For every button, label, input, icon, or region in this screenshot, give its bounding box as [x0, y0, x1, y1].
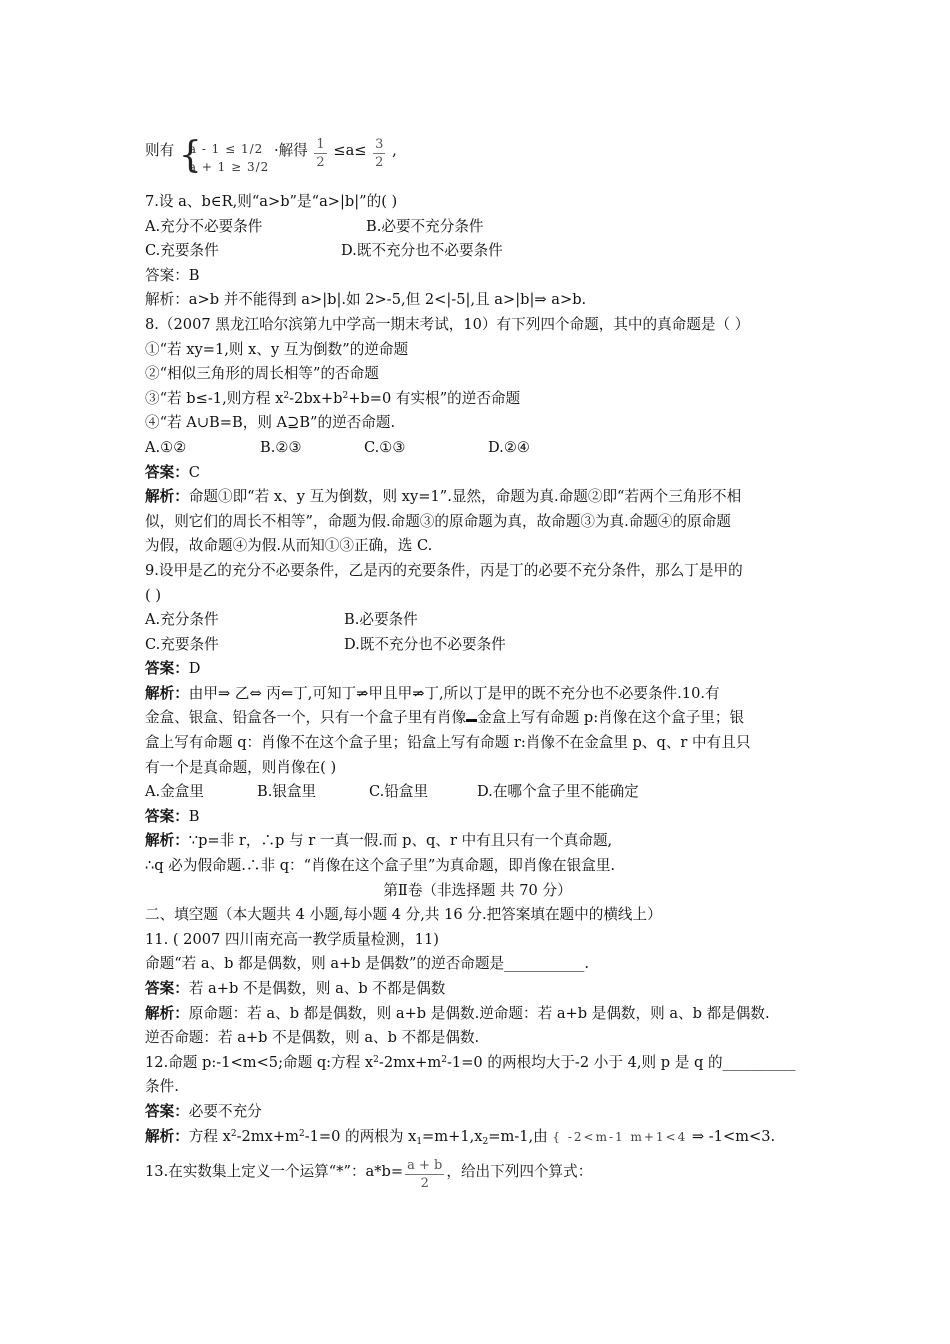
question-8-item-4: ④“若 A∪B=B，则 A⊇B”的逆否命题.: [145, 414, 396, 432]
option-d: D.②④: [488, 438, 530, 456]
question-10-stem-2: 盒上写有命题 q：肖像不在这个盒子里；铅盒上写有命题 r:肖像不在金盒里 p、q、r 中有且只: [145, 734, 751, 752]
prefix-text: 则有: [145, 142, 175, 159]
option-b: B.必要不充分条件: [366, 217, 484, 235]
option-a: A.充分条件: [145, 611, 219, 629]
question-12-analysis: 解析：方程 $x^2-2mx+m^2-1=0$ 的两根为 $x_1=m+1,x_2=m-1$,由 { -2<m-1 m+1<4 ⇒ -1<m<3.: [145, 1127, 776, 1147]
question-8-item-1: ①“若 xy=1,则 x、y 互为倒数”的逆命题: [145, 340, 409, 358]
question-7-answer: 答案：B: [145, 266, 200, 284]
option-a: A.①②: [145, 438, 187, 456]
not-implies-icon: ⇒: [412, 682, 424, 707]
question-10-analysis-1: 解析：∵p=非 r，∴p 与 r 一真一假.而 p、q、r 中有且只有一个真命题,: [145, 832, 613, 850]
section-2-heading: 二、填空题（本大题共 4 小题,每小题 4 分,共 16 分.把答案填在题中的横线上）: [145, 906, 662, 924]
option-b: B.必要条件: [344, 611, 418, 629]
relation-text: ≤a≤: [333, 142, 367, 159]
question-12-stem-1: 12.命题 p:-1<m<5;命题 q:方程 $x^2-2mx+m^2-1=0$ 的两根均大于-2 小于 4,则 p 是 q 的__________: [145, 1053, 796, 1071]
underscore-mark-icon: [466, 713, 477, 722]
option-c: C.充要条件: [145, 635, 219, 653]
question-8-item-3: ③“若 b≤-1,则方程 $x^2-2bx+b^2+b=0$ 有实根”的逆否命题: [145, 389, 521, 407]
question-8-analysis-3: 为假，故命题④为假.从而知①③正确，选 C.: [145, 537, 433, 555]
option-a: A.金盒里: [145, 783, 204, 801]
question-10-stem-1: 金盒、银盒、铅盒各一个，只有一个盒子里有肖像 金盒上写有命题 p:肖像在这个盒子里；银: [145, 709, 745, 727]
question-11-answer: 答案：若 a+b 不是偶数，则 a、b 不都是偶数: [145, 980, 446, 997]
question-11-stem: 11. ( 2007 四川南充高一教学质量检测，11): [145, 930, 439, 948]
document-page: [145, 136, 810, 1193]
condition-system: { -2<m-1 m+1<4: [552, 1129, 688, 1144]
question-7-stem: 7.设 a、b∈R,则“a>b”是“a>|b|”的( ): [145, 193, 398, 210]
question-11-prompt: 命题“若 a、b 都是偶数，则 a+b 是偶数”的逆否命题是___________.: [145, 955, 589, 973]
fraction-a-plus-b-over-2: $\frac{a + b}{2}$: [407, 1157, 443, 1191]
question-8-item-2: ②“相似三角形的周长相等”的否命题: [145, 365, 379, 383]
question-11-analysis-1: 解析：原命题：若 a、b 都是偶数，则 a+b 是偶数.逆命题：若 a+b 是偶数，则 a、b 都是偶数.: [145, 1004, 770, 1022]
question-7-analysis: 解析：a>b 并不能得到 a>|b|.如 2>-5,但 2<|-5|,且 a>|b|⇒ a>b.: [145, 291, 587, 309]
option-d: D.既不充分也不必要条件: [344, 635, 506, 653]
question-13-stem: 13.在实数集上定义一个运算“*”：a*b= $\frac{a + b}{2}$ ，给出下列四个算式：: [145, 1157, 593, 1191]
question-11-analysis-2: 逆否命题：若 a+b 不是偶数，则 a、b 不都是偶数.: [145, 1029, 480, 1047]
question-10-answer: 答案：B: [145, 807, 200, 825]
solution-line-top: [145, 136, 810, 190]
question-8-analysis-2: 似，则它们的周长不相等”，命题为假.命题③的原命题为真，故命题③为真.命题④的原命题: [145, 512, 731, 530]
option-c: C.铅盒里: [369, 783, 429, 801]
question-8-options: [145, 436, 810, 461]
question-7-options-ab: [145, 215, 810, 240]
question-7-options-cd: [145, 239, 810, 264]
question-12-answer: 答案：必要不充分: [145, 1102, 262, 1120]
question-9-analysis: 解析：由甲⇒ 乙⇔ 丙⇐丁,可知丁⇒甲且甲⇒丁,所以丁是甲的既不充分也不必要条件.10.有: [145, 682, 810, 707]
option-c: C.①③: [364, 438, 406, 456]
question-9-options-ab: [145, 608, 810, 633]
brace-icon: {: [178, 135, 202, 176]
question-8-analysis-1: 解析：命题①即“若 x、y 互为倒数，则 xy=1”.显然，命题为真.命题②即“若两个三角形不相: [145, 488, 742, 506]
question-8-answer: 答案：C: [145, 463, 200, 481]
comma-text: ,: [392, 142, 397, 159]
option-b: B.②③: [260, 438, 302, 456]
solve-text: ·解得: [273, 142, 308, 159]
question-10-stem-3: 有一个是真命题，则肖像在( ): [145, 758, 337, 776]
inequality-system: [178, 135, 270, 176]
option-b: B.银盒里: [257, 783, 317, 801]
section-2-title: 第Ⅱ卷（非选择题 共 70 分）: [383, 881, 572, 899]
option-a: A.充分不必要条件: [145, 217, 263, 235]
question-9-answer: 答案：D: [145, 660, 201, 678]
question-9-stem-1: 9.设甲是乙的充分不必要条件，乙是丙的充要条件，丙是丁的必要不充分条件，那么丁是甲的: [145, 561, 743, 579]
option-d: D.既不充分也不必要条件: [341, 242, 503, 260]
inequality-row-2: a + 1 ≥ 3/2: [188, 160, 270, 174]
question-12-stem-2: 条件.: [145, 1078, 179, 1096]
option-c: C.充要条件: [145, 242, 219, 260]
not-implies-icon: ⇒: [356, 682, 368, 707]
question-9-options-cd: [145, 633, 810, 658]
question-10-analysis-2: ∴q 必为假命题.∴非 q：“肖像在这个盒子里”为真命题，即肖像在银盒里.: [145, 857, 616, 875]
fraction-lower: $\frac{1}{2}$: [316, 137, 325, 170]
question-10-options: [145, 780, 810, 805]
fraction-upper: $\frac{3}{2}$: [375, 137, 384, 170]
inequality-row-1: a - 1 ≤ 1/2: [188, 142, 264, 156]
option-d: D.在哪个盒子里不能确定: [477, 783, 639, 801]
question-9-stem-2: ( ): [145, 586, 162, 604]
question-8-stem: 8.（2007 黑龙江哈尔滨第九中学高一期末考试，10）有下列四个命题，其中的真命题是（ ）: [145, 315, 750, 333]
